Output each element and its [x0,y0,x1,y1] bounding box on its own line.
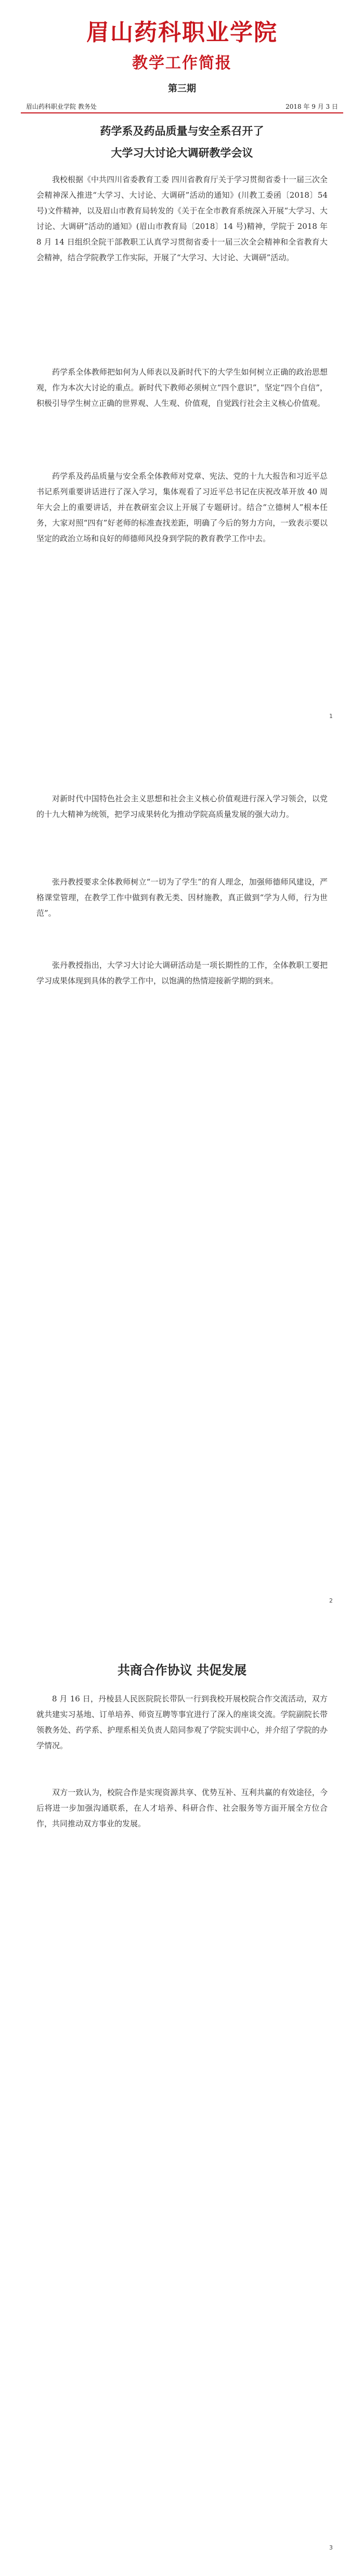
page-1 [0,0,364,749]
article1-paragraph-5: 张丹教授要求全体教师树立“一切为了学生”的育人理念，加强师德师风建设，严格课堂管理，在教学工作中做到有教无类、因材施教，真正做到“学为人师，行为世范”。 [36,877,328,918]
article1-paragraph-2: 药学系全体教师把如何为人师表以及新时代下的大学生如何树立正确的政治思想观，作为本次大讨论的重点。新时代下教师必须树立“四个意识”，坚定“四个自信”，积极引导学生树立正确的世界观、人生观、价值观，自觉践行社会主义核心价值观。 [36,367,328,408]
article1-paragraph-1: 我校根据《中共四川省委教育工委 四川省教育厅关于学习贯彻省委十一届三次全会精神深入推进“大学习、大讨论、大调研”活动的通知》(川教工委函〔2018〕54 号)文件精神，以及眉山市教育局转发的《关于在全市教育系统深入开展“大学习、大讨论、大调研”活动的通知》(眉山市教育局〔2018〕14 号)精神，学院于 2018 年 8 月 14 日组织全院干部教职工认真学习贯彻省委十一届三次全会精神和全省教育大会精神，结合学院教学工作实际，开展了“大学习、大讨论、大调研”活动。 [36,175,328,262]
page-number: 1 [329,713,333,720]
article2-title: 共商合作协议 共促发展 [117,1662,247,1677]
newsletter-subtitle: 教学工作简报 [132,54,232,72]
article1-paragraph-6: 张丹教授指出，大学习大讨论大调研活动是一项长期性的工作，全体教职工要把学习成果体现到具体的教学工作中，以饱满的热情迎接新学期的到来。 [36,960,328,985]
article2-paragraph-2: 双方一致认为，校院合作是实现资源共享、优势互补、互利共赢的有效途径，今后将进一步加强沟通联系，在人才培养、科研合作、社会服务等方面开展全方位合作，共同推动双方事业的发展。 [36,1788,328,1828]
article1-paragraph-4: 对新时代中国特色社会主义思想和社会主义核心价值观进行深入学习领会，以党的十九大精神为统领，把学习成果转化为推动学院高质量发展的强大动力。 [36,794,328,819]
header-rule [21,112,343,113]
issue-number: 第三期 [168,83,196,94]
page-3 [0,1639,364,2576]
page-number: 2 [329,1597,333,1604]
newsletter-title: 眉山药科职业学院 [86,19,278,46]
article2-paragraph-1: 8 月 16 日，丹棱县人民医院院长带队一行到我校开展校院合作交流活动，双方就共建实习基地、订单培养、师资互聘等事宜进行了深入的座谈交流。学院副院长带领教务处、药学系、护理系相关负责人陪同参观了学院实训中心，并介绍了学院的办学情况。 [36,1694,328,1750]
issuer: 眉山药科职业学院 教务处 [26,103,97,110]
article-title-line1: 药学系及药品质量与安全系召开了 [100,124,264,137]
article-title-line2: 大学习大讨论大调研教学会议 [111,146,253,159]
page-number: 3 [329,2544,333,2551]
issue-date: 2018 年 9 月 3 日 [285,103,338,110]
page-2 [0,770,364,1623]
article1-paragraph-3: 药学系及药品质量与安全系全体教师对党章、宪法、党的十九大报告和习近平总书记系列重要讲话进行了深入学习，集体观看了习近平总书记在庆祝改革开放 40 周年大会上的重要讲话，并在教研室会议上开展了专题研讨。结合“立德树人”根本任务，大家对照“四有”好老师的标准查找差距，明确了今后的努力方向，一致表示要以坚定的政治立场和良好的师德师风投身到学院的教育教学工作中去。 [36,471,328,543]
